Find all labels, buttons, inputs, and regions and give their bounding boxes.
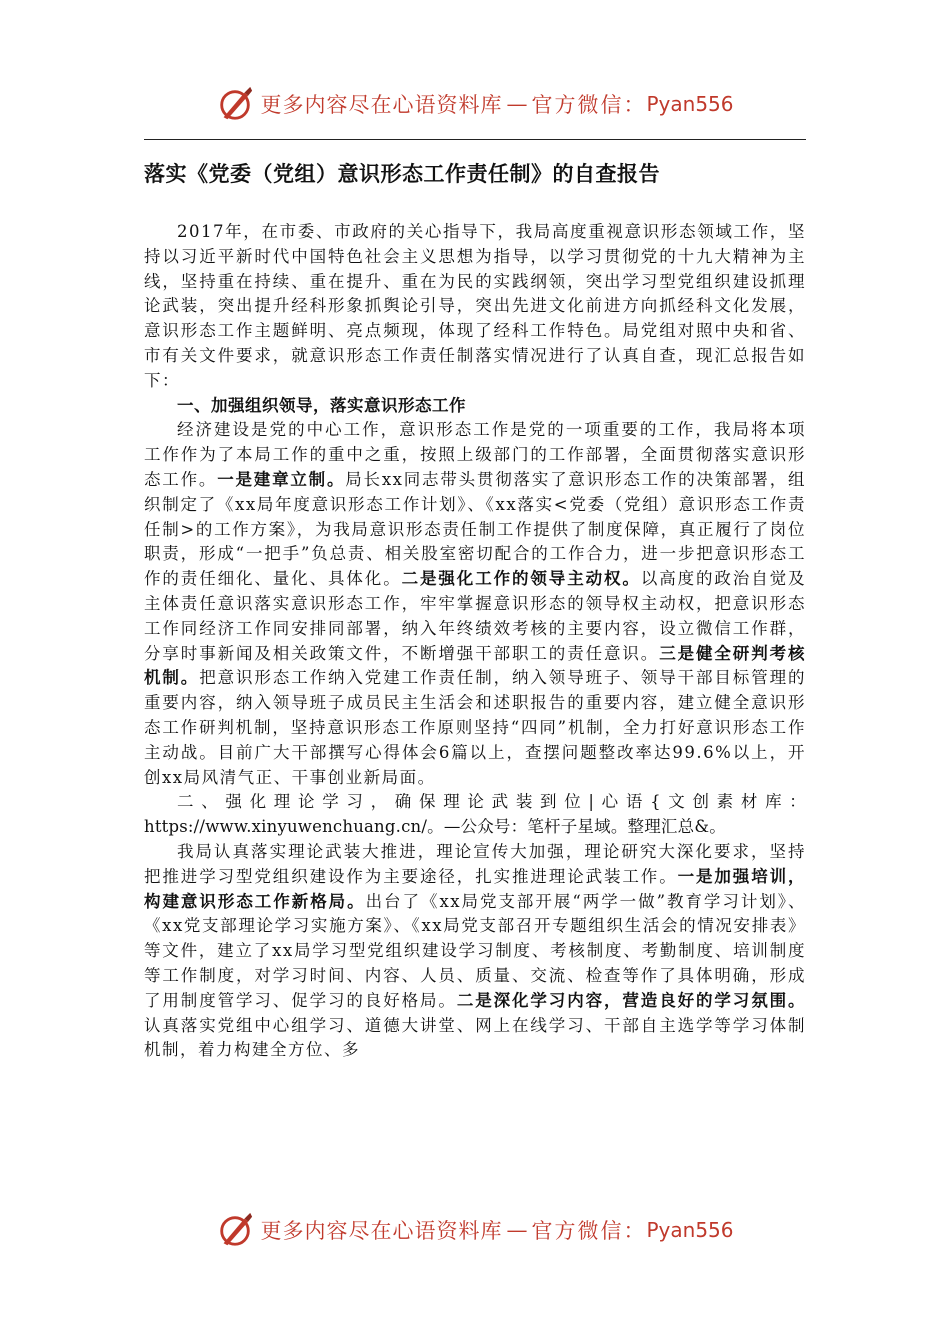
- bold-point-2: 二是强化工作的领导主动权。: [401, 569, 641, 589]
- paragraph-intro: 2017年，在市委、市政府的关心指导下，我局高度重视意识形态领域工作，坚持以习近平新时代中国特色社会主义思想为指导，以学习贯彻党的十九大精神为主线，坚持重在持续、重在提升、重在为民的实践纲领，突出学习型党组织建设抓理论武装，突出提升经科形象抓舆论引导，突出先进文化前进方向抓经科文化发展，意识形态工作主题鲜明、亮点频现，体现了经科工作特色。局党组对照中央和省、市有关文件要求，就意识形态工作责任制落实情况进行了认真自查，现汇总报告如下：: [144, 222, 806, 390]
- wechat-label: 官方微信：: [531, 1219, 647, 1243]
- bold-point-4: 一是加强培训，构建意识形态工作新格局。: [144, 866, 807, 911]
- wechat-label: 官方微信：: [531, 93, 647, 117]
- bold-point-3: 三是健全研判考核机制。: [144, 643, 807, 688]
- paragraph-text: 经济建设是党的中心工作，意识形态工作是党的一项重要的工作，我局将本项工作作为了本局工作的重中之重，按照上级部门的工作部署，全面贯彻落实意识形态工作。: [144, 420, 806, 489]
- wechat-id: Pyan556: [646, 92, 734, 116]
- wechat-id: Pyan556: [646, 1218, 734, 1242]
- paragraph-text: 把意识形态工作纳入党建工作责任制，纳入领导班子、领导干部目标管理的重要内容，纳入领导班子成员民主生活会和述职报告的重要内容，建立健全意识形态工作研判机制，坚持意识形态工作原则坚持“四同”机制，全力打好意识形态工作主动战。目前广大干部撰写心得体会6篇以上，查摆问题整改率达99.6%以上，开创xx局风清气正、干事创业新局面。: [144, 668, 807, 787]
- paragraph-text: 以高度的政治自觉及主体责任意识落实意识形态工作，牢牢掌握意识形态的领导权主动权，把意识形态工作同经济工作同安排同部署，纳入年终绩效考核的主要内容，设立微信工作群，分享时事新闻及相关政策文件，不断增强干部职工的责任意识。: [144, 569, 807, 663]
- brand-dash: —: [506, 1218, 528, 1242]
- brand-text: 更多内容尽在心语资料库: [260, 1219, 503, 1243]
- paragraph-section-1: [144, 418, 806, 790]
- header-watermark-banner: [0, 82, 950, 126]
- bold-point-1: 一是建章立制。: [217, 469, 346, 489]
- brand-text: 更多内容尽在心语资料库: [260, 93, 503, 117]
- section-heading-1: 一、加强组织领导，落实意识形态工作: [177, 395, 466, 415]
- brand-dash: —: [506, 92, 528, 116]
- paragraph-text: 局长xx同志带头贯彻落实了意识形态工作的决策部署，组织制定了《xx局年度意识形态工作计划》、《xx落实<党委（党组）意识形态工作责任制>的工作方案》，为我局意识形态责任制工作提供了制度保障，真正履行了岗位职责，形成“一把手”负总责、相关股室密切配合的工作合力，进一步把意识形态工作的责任细化、量化、具体化。: [144, 469, 806, 589]
- footer-watermark-banner: [0, 1208, 950, 1252]
- document-title: 落实《党委（党组）意识形态工作责任制》的自查报告: [144, 162, 660, 186]
- bold-point-5: 二是深化学习内容，营造良好的学习氛围。: [456, 990, 807, 1010]
- paragraph-text: 认真落实党组中心组学习、道德大讲堂、网上在线学习、干部自主选学等学习体制机制，着力构建全方位、多: [144, 1015, 806, 1060]
- paragraph-text: 我局认真落实理论武装大推进，理论宣传大加强，理论研究大深化要求，坚持把推进学习型党组织建设作为主要途径，扎实推进理论武装工作。: [144, 841, 806, 886]
- paragraph-text: 出台了《xx局党支部开展“两学一做”教育学习计划》、《xx党支部理论学习实施方案》、《xx局党支部召开专题组织生活会的情况安排表》等文件，建立了xx局学习型党组织建设学习制度、考核制度、考勤制度、培训制度等工作制度，对学习时间、内容、人员、质量、交流、检查等作了具体明确，形成了用制度管学习、促学习的良好格局。: [144, 891, 807, 1010]
- header-divider: [144, 139, 806, 140]
- pen-circle-logo-icon: [216, 85, 254, 123]
- section-heading-2: 二、强化理论学习，确保理论武装到位|心语{文创素材库：https://www.xinyuwenchuang.cn/。—公众号：笔杆子星域。整理汇总&。: [144, 792, 806, 837]
- paragraph-section-2: [144, 840, 806, 1063]
- pen-circle-logo-icon: [216, 1211, 254, 1249]
- document-body: [144, 220, 806, 1063]
